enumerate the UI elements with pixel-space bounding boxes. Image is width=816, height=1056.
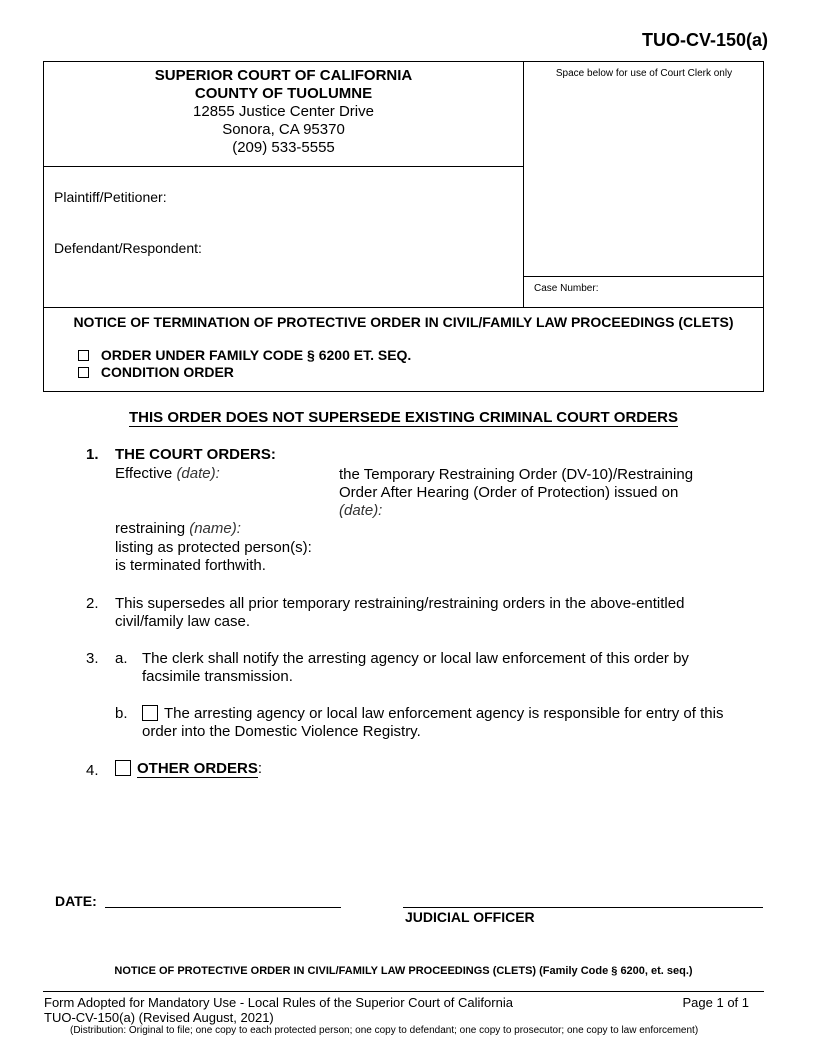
- clerk-stamp-area[interactable]: [524, 82, 764, 276]
- court-name: SUPERIOR COURT OF CALIFORNIA: [154, 67, 413, 84]
- footer-revised: TUO-CV-150(a) (Revised August, 2021): [44, 1010, 274, 1025]
- protected-persons-label: listing as protected person(s):: [115, 539, 312, 556]
- other-orders-colon: :: [257, 760, 263, 777]
- case-number-field[interactable]: [605, 280, 755, 302]
- effective-date-field[interactable]: [258, 463, 334, 483]
- item1-effective: [115, 465, 220, 483]
- other-orders-label: OTHER ORDERS: [137, 760, 258, 777]
- clerk-space-label: Space below for use of Court Clerk only: [555, 68, 733, 79]
- item3a-text: [142, 650, 689, 686]
- notice-title: NOTICE OF TERMINATION OF PROTECTIVE ORDER IN CIVIL/FAMILY LAW PROCEEDINGS (CLETS): [73, 314, 734, 330]
- item1-number: 1.: [86, 446, 99, 463]
- condition-order-label: CONDITION ORDER: [100, 364, 234, 380]
- defendant-label: Defendant/Respondent:: [54, 240, 202, 256]
- item4-number: 4.: [86, 762, 99, 779]
- footer-title: NOTICE OF PROTECTIVE ORDER IN CIVIL/FAMILY LAW PROCEEDINGS (CLETS) (Family Code § 6200, et. seq.): [114, 965, 693, 977]
- item3b-line2: order into the Domestic Violence Registry.: [142, 723, 421, 740]
- order-option-condition: [78, 364, 234, 381]
- date-line[interactable]: [105, 907, 341, 908]
- family-code-label: ORDER UNDER FAMILY CODE § 6200 ET. SEQ.: [100, 347, 412, 363]
- supersede-notice: [43, 409, 764, 427]
- order-option-family-code: [78, 347, 411, 364]
- item1-right-line1: the Temporary Restraining Order (DV-10)/Restraining: [339, 466, 694, 483]
- restraining-label: restraining: [115, 520, 186, 537]
- footer-distribution: (Distribution: Original to file; one copy to each protected person; one copy to defendant; one copy to prosecutor; one copy to law enforcement): [70, 1025, 699, 1036]
- item2-number: 2.: [86, 595, 99, 612]
- effective-label: Effective: [115, 465, 173, 482]
- item3a-line2: facsimile transmission.: [142, 668, 293, 685]
- item1-heading: THE COURT ORDERS:: [115, 446, 276, 463]
- item3a-label: a.: [115, 650, 128, 667]
- court-phone: (209) 533-5555: [232, 139, 335, 156]
- case-number-divider: [523, 276, 764, 277]
- condition-order-checkbox[interactable]: [78, 367, 89, 378]
- item3a-line1: The clerk shall notify the arresting agency or local law enforcement of this order by: [142, 650, 689, 667]
- effective-date-hint: (date):: [176, 465, 220, 482]
- item3b-line1: The arresting agency or local law enforcement agency is responsible for entry of this: [164, 705, 724, 722]
- supersede-notice-text: THIS ORDER DOES NOT SUPERSEDE EXISTING CRIMINAL COURT ORDERS: [129, 409, 678, 426]
- plaintiff-field[interactable]: [180, 186, 510, 206]
- item3-number: 3.: [86, 650, 99, 667]
- other-orders-field[interactable]: [115, 782, 755, 877]
- item1-restraining: [115, 520, 241, 538]
- item1-right-line2: Order After Hearing (Order of Protection) issued on: [339, 484, 679, 501]
- defendant-field[interactable]: [212, 237, 512, 257]
- judicial-officer-signature-line[interactable]: [403, 907, 763, 908]
- item2-line1: This supersedes all prior temporary restraining/restraining orders in the above-entitled: [115, 595, 685, 612]
- case-number-label: Case Number:: [534, 283, 599, 294]
- date-label: DATE:: [55, 893, 97, 909]
- restrained-name-field[interactable]: [255, 518, 555, 538]
- court-address-1: 12855 Justice Center Drive: [193, 103, 374, 120]
- footer-page: Page 1 of 1: [682, 995, 749, 1010]
- item2-line2: civil/family law case.: [115, 613, 251, 630]
- footer-adopted: Form Adopted for Mandatory Use - Local Rules of the Superior Court of California: [44, 995, 513, 1010]
- plaintiff-label: Plaintiff/Petitioner:: [54, 189, 167, 205]
- protected-persons-field[interactable]: [330, 537, 630, 557]
- item3b-label: b.: [115, 705, 128, 722]
- name-hint: (name):: [189, 520, 241, 537]
- family-code-checkbox[interactable]: [78, 350, 89, 361]
- issued-date-hint: (date):: [339, 502, 383, 519]
- court-info-divider: [43, 166, 524, 167]
- county-name: COUNTY OF TUOLUMNE: [194, 85, 373, 102]
- form-id: TUO-CV-150(a): [641, 30, 768, 50]
- terminated-text: is terminated forthwith.: [115, 557, 266, 574]
- issued-date-field[interactable]: [390, 500, 590, 520]
- item4-heading: [137, 760, 262, 778]
- item4-checkbox[interactable]: [115, 760, 131, 776]
- item2-text: [115, 595, 684, 631]
- item3b-checkbox[interactable]: [142, 705, 158, 721]
- judicial-officer-label: JUDICIAL OFFICER: [405, 909, 535, 925]
- court-info: [43, 67, 524, 157]
- court-address-2: Sonora, CA 95370: [222, 121, 345, 138]
- footer-divider: [43, 991, 764, 992]
